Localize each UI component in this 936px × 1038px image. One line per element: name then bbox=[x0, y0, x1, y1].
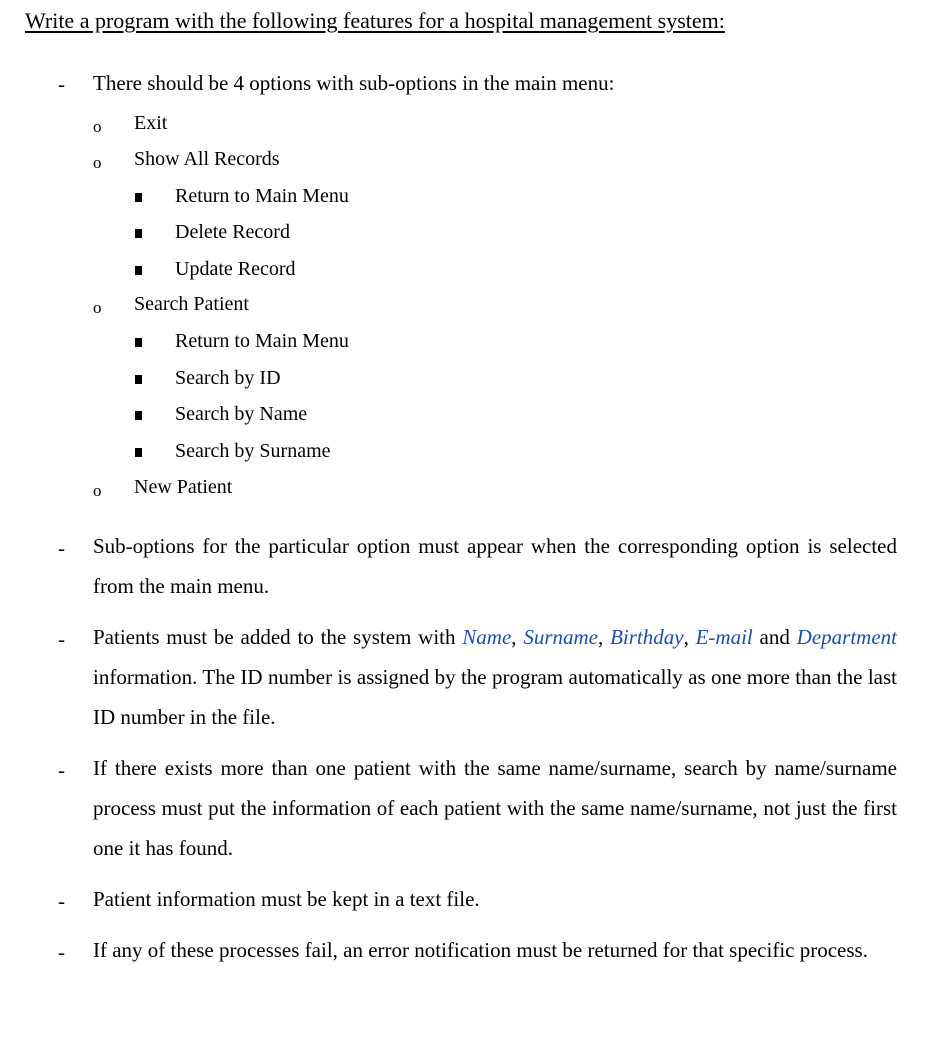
field-birthday: Birthday bbox=[610, 625, 684, 649]
sub-option: Search by ID bbox=[175, 367, 281, 389]
bullet-text-file: Patient information must be kept in a text file. bbox=[93, 887, 480, 911]
page-title: Write a program with the following features for a hospital management system: bbox=[25, 8, 725, 33]
text-run: Patients must be added to the system with bbox=[93, 625, 463, 649]
dash-marker: - bbox=[58, 758, 65, 782]
circle-marker: o bbox=[93, 481, 102, 500]
menu-option-exit: Exit bbox=[134, 112, 168, 134]
field-surname: Surname bbox=[523, 625, 599, 649]
sub-option: Search by Name bbox=[175, 403, 308, 425]
menu-option-show-all: Show All Records bbox=[134, 148, 280, 170]
circle-marker: o bbox=[93, 117, 102, 136]
field-email: E-mail bbox=[695, 625, 753, 649]
menu-option-search: Search Patient bbox=[134, 293, 249, 315]
text-run: , bbox=[683, 625, 696, 649]
square-marker bbox=[135, 338, 142, 347]
menu-option-new-patient: New Patient bbox=[134, 476, 233, 498]
sub-option: Search by Surname bbox=[175, 440, 331, 462]
circle-marker: o bbox=[93, 298, 102, 317]
dash-marker: - bbox=[58, 889, 65, 913]
circle-marker: o bbox=[93, 153, 102, 172]
dash-marker: - bbox=[58, 940, 65, 964]
square-marker bbox=[135, 229, 142, 238]
bullet-search-duplicates: If there exists more than one patient with the same name/surname, search by name/surname process must put the information of each patient with the same name/surname, not just the first one it has found. bbox=[93, 756, 897, 860]
text-run: information. The ID number is assigned by the program automatically as one more than the last ID number in the file. bbox=[93, 665, 897, 729]
square-marker bbox=[135, 448, 142, 457]
bullet-sub-options: Sub-options for the particular option must appear when the corresponding option is selected from the main menu. bbox=[93, 534, 897, 598]
sub-option: Update Record bbox=[175, 258, 296, 280]
square-marker bbox=[135, 193, 142, 202]
text-run: , bbox=[511, 625, 524, 649]
field-department: Department bbox=[796, 625, 897, 649]
sub-option: Delete Record bbox=[175, 221, 290, 243]
sub-option: Return to Main Menu bbox=[175, 185, 349, 207]
dash-marker: - bbox=[58, 627, 65, 651]
square-marker bbox=[135, 375, 142, 384]
bullet-add-patient bbox=[93, 617, 897, 737]
dash-marker: - bbox=[58, 72, 65, 96]
square-marker bbox=[135, 266, 142, 275]
sub-option: Return to Main Menu bbox=[175, 330, 349, 352]
field-name: Name bbox=[462, 625, 512, 649]
dash-marker: - bbox=[58, 536, 65, 560]
text-run: and bbox=[752, 625, 797, 649]
square-marker bbox=[135, 411, 142, 420]
text-run: , bbox=[598, 625, 611, 649]
bullet-menu-intro: There should be 4 options with sub-options in the main menu: bbox=[93, 71, 615, 95]
bullet-error-notification: If any of these processes fail, an error notification must be returned for that specific process. bbox=[93, 938, 868, 962]
